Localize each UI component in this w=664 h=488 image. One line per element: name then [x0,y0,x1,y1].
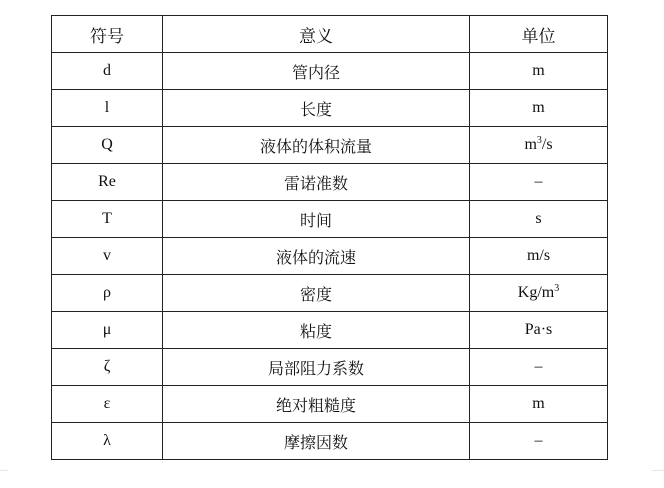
meaning-cell: 时间 [163,201,470,238]
table-row [52,238,608,275]
meaning-cell: 密度 [163,275,470,312]
symbol-table [51,15,608,460]
unit-cell: Pa·s [470,312,608,349]
table-row [52,90,608,127]
table-row [52,312,608,349]
table-row [52,127,608,164]
meaning-cell: 粘度 [163,312,470,349]
meaning-cell: 长度 [163,90,470,127]
meaning-cell: 液体的流速 [163,238,470,275]
symbol-cell: λ [52,423,163,460]
unit-base: m [524,136,537,153]
unit-cell: – [470,423,608,460]
symbol-cell: T [52,201,163,238]
unit-cell: – [470,349,608,386]
unit-exponent: 3 [554,283,560,294]
symbol-cell: μ [52,312,163,349]
meaning-cell: 管内径 [163,53,470,90]
symbol-cell: l [52,90,163,127]
symbol-cell: ρ [52,275,163,312]
meaning-cell: 绝对粗糙度 [163,386,470,423]
unit-base: Kg/m [517,284,555,301]
symbol-cell: d [52,53,163,90]
table-row [52,349,608,386]
edge-mark-left [0,470,8,471]
edge-mark-right [652,470,664,471]
table-body [52,53,608,460]
header-symbol: 符号 [52,16,163,53]
unit-cell: m [470,386,608,423]
table-row [52,423,608,460]
symbol-cell: ε [52,386,163,423]
symbol-cell: ζ [52,349,163,386]
unit-cell [470,127,608,164]
unit-exponent: 3 [536,135,542,146]
table-row [52,201,608,238]
unit-cell: m/s [470,238,608,275]
meaning-cell: 雷诺准数 [163,164,470,201]
header-unit: 单位 [470,16,608,53]
unit-cell [470,275,608,312]
header-meaning: 意义 [163,16,470,53]
unit-cell: – [470,164,608,201]
symbol-cell: v [52,238,163,275]
unit-cell: m [470,53,608,90]
unit-tail: /s [541,136,553,153]
table-row [52,53,608,90]
unit-cell: m [470,90,608,127]
meaning-cell: 摩擦因数 [163,423,470,460]
unit-cell: s [470,201,608,238]
symbol-cell: Re [52,164,163,201]
meaning-cell: 液体的体积流量 [163,127,470,164]
table-row [52,386,608,423]
table-row [52,275,608,312]
symbol-cell: Q [52,127,163,164]
table-header-row [52,16,608,53]
meaning-cell: 局部阻力系数 [163,349,470,386]
table-row [52,164,608,201]
